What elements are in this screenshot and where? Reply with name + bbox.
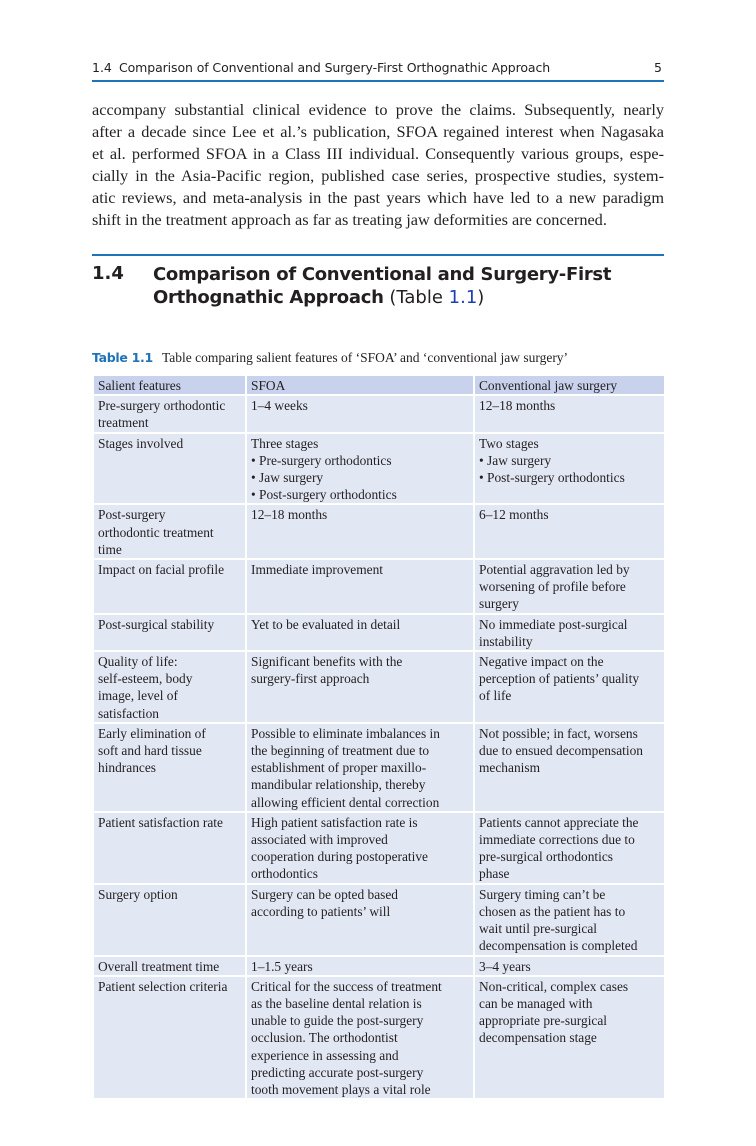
cell-text-line: Immediate improvement (251, 562, 384, 578)
table-row (93, 614, 665, 651)
cell-conventional (474, 433, 665, 505)
table-row (93, 651, 665, 723)
cell-text-line: Patient selection criteria (98, 978, 228, 994)
cell-text-line: perception of patients’ quality (479, 671, 640, 687)
cell-text-line: tooth movement plays a vital role (251, 1081, 431, 1097)
table-row (93, 956, 665, 976)
cell-conventional (474, 651, 665, 723)
cell-text-line: No immediate post-surgical (479, 616, 628, 632)
section-title-line2: Orthognathic Approach (153, 287, 384, 308)
comparison-table (92, 374, 666, 1100)
section-title-paren-open: (Table (383, 287, 449, 308)
cell-conventional (474, 504, 665, 559)
cell-text-line: Quality of life: (98, 654, 178, 670)
cell-sfoa (246, 395, 474, 432)
cell-feature (93, 395, 246, 432)
cell-text-line: Surgery timing can’t be (479, 886, 606, 902)
cell-text-line: due to ensued decompensation (479, 743, 643, 759)
table-row (93, 504, 665, 559)
section-number: 1.4 (92, 263, 124, 284)
cell-text-line: can be managed with (479, 995, 593, 1011)
cell-sfoa (246, 723, 474, 812)
running-header-section-number: 1.4 (92, 60, 112, 75)
cell-text-line: Possible to eliminate imbalances in (251, 725, 440, 741)
cell-sfoa (246, 976, 474, 1099)
table-row (93, 433, 665, 505)
cell-text-line: Non-critical, complex cases (479, 978, 629, 994)
cell-text-line: • Pre-surgery orthodontics (251, 452, 392, 468)
cell-text-line: orthodontic treatment (98, 524, 214, 540)
cell-feature (93, 956, 246, 976)
paragraph-line: atic reviews, and meta-analysis in the past years which have led to a new paradigm (92, 188, 664, 207)
cell-text-line: self-esteem, body (98, 671, 193, 687)
cell-conventional (474, 614, 665, 651)
table-row (93, 884, 665, 956)
cell-conventional (474, 976, 665, 1099)
header-salient-features: Salient features (93, 375, 246, 395)
paragraph-line: et al. performed SFOA in a Class III individual. Consequently various groups, espe- (92, 144, 664, 163)
running-header-title: Comparison of Conventional and Surgery-First Orthognathic Approach (119, 60, 551, 75)
cell-text-line: 12–18 months (251, 507, 328, 523)
cell-text-line: according to patients’ will (251, 903, 391, 919)
cell-text-line: experience in assessing and (251, 1047, 399, 1063)
running-header (92, 58, 664, 82)
cell-text-line: decompensation is completed (479, 938, 638, 954)
cell-text-line: associated with improved (251, 832, 388, 848)
cell-text-line: mandibular relationship, thereby (251, 777, 426, 793)
table-row (93, 723, 665, 812)
header-conventional: Conventional jaw surgery (474, 375, 665, 395)
cell-text-line: surgery (479, 596, 519, 612)
cell-conventional (474, 884, 665, 956)
cell-text-line: Critical for the success of treatment (251, 978, 442, 994)
table-row (93, 976, 665, 1099)
cell-sfoa (246, 559, 474, 614)
cell-text-line: time (98, 541, 122, 557)
cell-text-line: Post-surgery (98, 507, 166, 523)
paragraph-line: shift in the treatment approach as far as treating jaw deformities are concerned. (92, 210, 607, 229)
cell-text-line: wait until pre-surgical (479, 921, 598, 937)
cell-text-line: Patients cannot appreciate the (479, 814, 639, 830)
cell-text-line: appropriate pre-surgical (479, 1013, 608, 1029)
cell-text-line: Surgery can be opted based (251, 886, 399, 902)
table-row (93, 559, 665, 614)
cell-text-line: hindrances (98, 760, 157, 776)
paragraph-line: after a decade since Lee et al.’s publication, SFOA regained interest when Nagasaka (92, 122, 664, 141)
cell-sfoa (246, 812, 474, 884)
cell-text-line: immediate corrections due to (479, 832, 635, 848)
table-caption (92, 350, 664, 366)
cell-text-line: image, level of (98, 688, 178, 704)
cell-conventional (474, 723, 665, 812)
section-title (153, 263, 653, 309)
cell-text-line: mechanism (479, 760, 540, 776)
cell-text-line: Significant benefits with the (251, 654, 403, 670)
cell-text-line: Negative impact on the (479, 654, 604, 670)
cell-text-line: Pre-surgery orthodontic (98, 398, 226, 414)
table-reference-link[interactable]: 1.1 (448, 287, 478, 308)
cell-text-line: 6–12 months (479, 507, 549, 523)
cell-text-line: the beginning of treatment due to (251, 743, 430, 759)
cell-text-line: allowing efficient dental correction (251, 794, 440, 810)
cell-text-line: • Post-surgery orthodontics (479, 470, 625, 486)
cell-feature (93, 884, 246, 956)
cell-sfoa (246, 956, 474, 976)
cell-feature (93, 723, 246, 812)
cell-text-line: 1–4 weeks (251, 398, 308, 414)
cell-text-line: • Post-surgery orthodontics (251, 487, 397, 503)
table-row (93, 395, 665, 432)
section-divider (92, 254, 664, 256)
cell-text-line: 1–1.5 years (251, 958, 313, 974)
cell-text-line: cooperation during postoperative (251, 849, 429, 865)
cell-sfoa (246, 884, 474, 956)
cell-text-line: High patient satisfaction rate is (251, 814, 418, 830)
cell-text-line: phase (479, 866, 510, 882)
cell-feature (93, 559, 246, 614)
cell-text-line: treatment (98, 415, 149, 431)
cell-text-line: chosen as the patient has to (479, 903, 626, 919)
cell-text-line: 3–4 years (479, 958, 531, 974)
cell-feature (93, 651, 246, 723)
cell-feature (93, 433, 246, 505)
paragraph-line: accompany substantial clinical evidence to prove the claims. Subsequently, nearly (92, 100, 664, 119)
table-row (93, 812, 665, 884)
cell-feature (93, 504, 246, 559)
cell-feature (93, 812, 246, 884)
table-caption-label: Table 1.1 (92, 350, 153, 365)
cell-text-line: unable to guide the post-surgery (251, 1013, 424, 1029)
cell-text-line: soft and hard tissue (98, 743, 202, 759)
cell-feature (93, 614, 246, 651)
cell-sfoa (246, 433, 474, 505)
cell-text-line: decompensation stage (479, 1030, 597, 1046)
cell-conventional (474, 956, 665, 976)
cell-conventional (474, 812, 665, 884)
paragraph-line: cially in the Asia-Pacific region, published case series, prospective studies, system- (92, 166, 664, 185)
page-number: 5 (654, 60, 662, 75)
cell-text-line: occlusion. The orthodontist (251, 1030, 398, 1046)
cell-text-line: predicting accurate post-surgery (251, 1064, 424, 1080)
cell-text-line: 12–18 months (479, 398, 556, 414)
cell-text-line: of life (479, 688, 512, 704)
cell-text-line: Patient satisfaction rate (98, 814, 223, 830)
cell-sfoa (246, 651, 474, 723)
section-title-line1: Comparison of Conventional and Surgery-First (153, 264, 612, 285)
cell-text-line: worsening of profile before (479, 579, 626, 595)
body-paragraph (92, 99, 664, 231)
cell-text-line: • Jaw surgery (251, 470, 324, 486)
cell-text-line: Impact on facial profile (98, 562, 225, 578)
cell-text-line: Post-surgical stability (98, 616, 215, 632)
cell-text-line: surgery-first approach (251, 671, 370, 687)
cell-text-line: instability (479, 633, 533, 649)
cell-text-line: Yet to be evaluated in detail (251, 616, 401, 632)
cell-sfoa (246, 504, 474, 559)
cell-sfoa (246, 614, 474, 651)
cell-text-line: Stages involved (98, 435, 184, 451)
cell-text-line: Three stages (251, 435, 319, 451)
table-body (93, 395, 665, 1099)
cell-text-line: Two stages (479, 435, 539, 451)
table-header-row (93, 375, 665, 395)
cell-conventional (474, 559, 665, 614)
cell-text-line: Potential aggravation led by (479, 562, 630, 578)
cell-text-line: Early elimination of (98, 725, 206, 741)
cell-text-line: pre-surgical orthodontics (479, 849, 613, 865)
header-sfoa: SFOA (246, 375, 474, 395)
cell-text-line: • Jaw surgery (479, 452, 552, 468)
cell-text-line: satisfaction (98, 705, 159, 721)
cell-text-line: Overall treatment time (98, 958, 220, 974)
cell-text-line: orthodontics (251, 866, 318, 882)
table-caption-text: Table comparing salient features of ‘SFOA’ and ‘conventional jaw surgery’ (162, 350, 569, 365)
cell-text-line: as the baseline dental relation is (251, 995, 422, 1011)
cell-conventional (474, 395, 665, 432)
cell-feature (93, 976, 246, 1099)
section-title-paren-close: ) (477, 287, 485, 308)
cell-text-line: Surgery option (98, 886, 178, 902)
cell-text-line: establishment of proper maxillo- (251, 760, 427, 776)
cell-text-line: Not possible; in fact, worsens (479, 725, 638, 741)
